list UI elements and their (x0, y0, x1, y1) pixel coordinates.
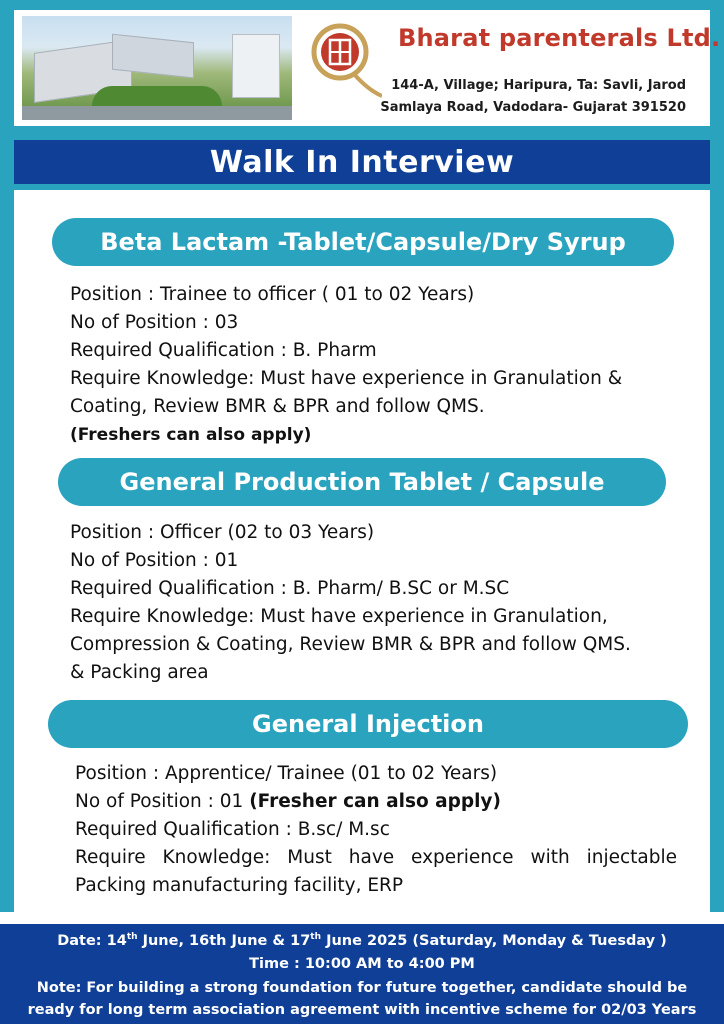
factory-aerial-photo (22, 16, 292, 120)
knowledge-line: Packing manufacturing facility, ERP (75, 875, 404, 896)
fresher-note: (Fresher can also apply) (249, 791, 501, 812)
interview-dates (0, 932, 724, 949)
date-middle: June, 16th June & 17 (137, 932, 311, 949)
section-general-production (70, 519, 631, 687)
address-line-1: 144-A, Village; Haripura, Ta: Savli, Jarod (391, 78, 686, 93)
knowledge-line: Require Knowledge: Must have experience in Granulation, (70, 606, 608, 627)
photo-tower (232, 34, 280, 98)
knowledge-line: & Packing area (70, 662, 209, 683)
position-line: Position : Apprentice/ Trainee (01 to 02 Years) (75, 763, 498, 784)
note-line-2: ready for long term association agreement with incentive scheme for 02/03 Years (27, 1002, 697, 1018)
count-text: No of Position : 01 (75, 791, 250, 812)
left-border (0, 190, 14, 912)
knowledge-line: Require Knowledge: Must have experience in Granulation & (70, 368, 623, 389)
date-prefix: Date: 14 (57, 932, 127, 949)
count-line: No of Position : 03 (70, 312, 239, 333)
header-card (14, 10, 721, 126)
count-line: No of Position : 01 (70, 550, 239, 571)
count-line (75, 788, 677, 816)
qualification-line: Required Qualification : B. Pharm/ B.SC or M.SC (70, 578, 510, 599)
section-general-injection (75, 760, 677, 900)
section-heading-general-production: General Production Tablet / Capsule (58, 458, 666, 506)
note-line-1: Note: For building a strong foundation for future together, candidate should be (36, 980, 688, 996)
page-title: Walk In Interview (209, 144, 515, 180)
right-border (710, 190, 724, 912)
title-banner (14, 140, 710, 184)
date-suffix: June 2025 (Saturday, Monday & Tuesday ) (321, 932, 667, 949)
date-sup: th (126, 932, 138, 942)
title-bar (0, 134, 724, 190)
section-heading-beta-lactam: Beta Lactam -Tablet/Capsule/Dry Syrup (52, 218, 674, 266)
interview-time: Time : 10:00 AM to 4:00 PM (249, 956, 475, 972)
date-sup: th (310, 932, 322, 942)
position-line: Position : Trainee to officer ( 01 to 02 Years) (70, 284, 475, 305)
footer (0, 924, 724, 1024)
section-beta-lactam (70, 281, 622, 449)
knowledge-line: Require Knowledge: Must have experience with injectable (75, 847, 677, 868)
knowledge-line: Coating, Review BMR & BPR and follow QMS. (70, 396, 485, 417)
qualification-line: Required Qualification : B.sc/ M.sc (75, 819, 390, 840)
qualification-line: Required Qualification : B. Pharm (70, 340, 377, 361)
address-line-2: Samlaya Road, Vadodara- Gujarat 391520 (380, 100, 686, 115)
knowledge-line: Compression & Coating, Review BMR & BPR and follow QMS. (70, 634, 631, 655)
position-line: Position : Officer (02 to 03 Years) (70, 522, 375, 543)
photo-road (22, 106, 292, 120)
company-name: Bharat parenterals Ltd. (398, 24, 721, 52)
freshers-note: (Freshers can also apply) (70, 425, 312, 445)
bp-monogram-logo-icon (310, 20, 382, 102)
section-heading-general-injection: General Injection (48, 700, 688, 748)
